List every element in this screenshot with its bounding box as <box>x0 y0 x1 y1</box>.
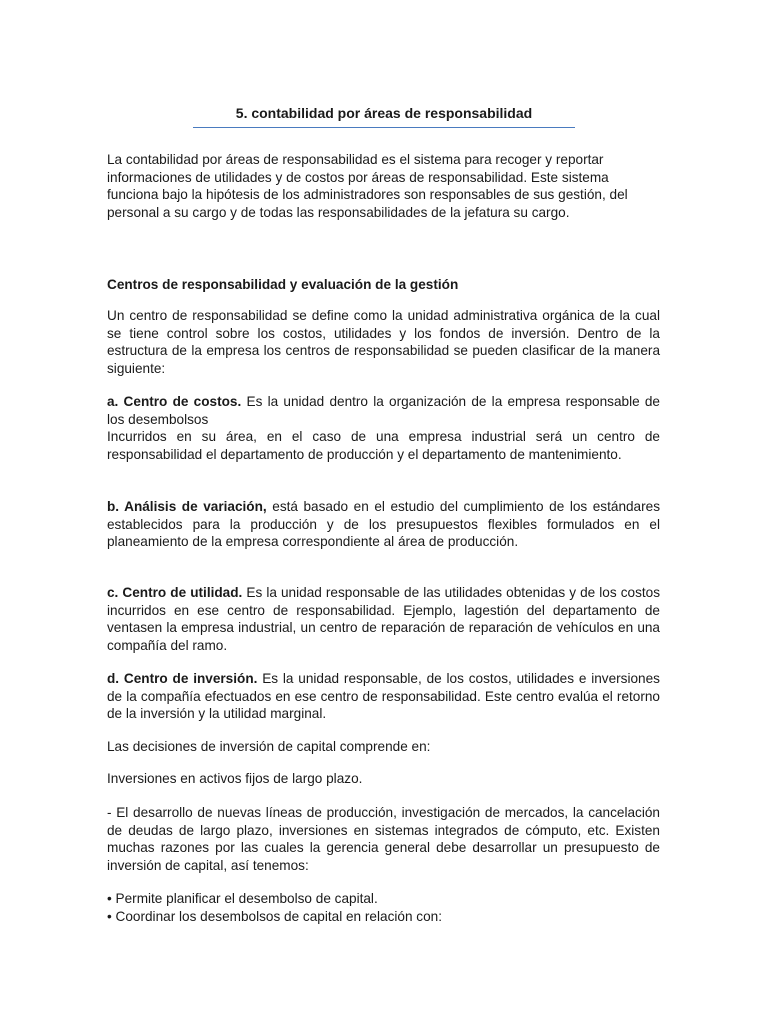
item-b-text: está basado en el estudio del cumplimiento de los estándares establecidos para la producción y de los presupuestos flexibles formulados en el planeamiento de la empresa correspondiente al área de producción. <box>107 499 661 550</box>
bullet-list <box>107 890 660 925</box>
section-intro-paragraph: Un centro de responsabilidad se define como la unidad administrativa orgánica de la cual se tiene control sobre los costos, utilidades y los fondos de inversión. Dentro de la estructura de la empresa los centros de responsabilidad se pueden clasificar de la manera siguiente: <box>107 308 660 376</box>
capital-decisions-paragraph: Las decisiones de inversión de capital comprende en: <box>107 739 431 754</box>
item-a-text: Es la unidad dentro la organización de la empresa responsable de los desembolsos <box>107 394 660 427</box>
section-heading: Centros de responsabilidad y evaluación de la gestión <box>107 277 459 292</box>
item-c-paragraph <box>107 584 660 654</box>
item-c-text: Es la unidad responsable de las utilidades obtenidas y de los costos incurridos en ese centro de responsabilidad. Ejemplo, lagestión del departamento de ventasen la empresa industrial, un centro de reparación de reparación de vehículos en una compañía del ramo. <box>107 585 660 653</box>
bullet-item: • Coordinar los desembolsos de capital en relación con: <box>107 908 442 924</box>
bullet-item: • Permite planificar el desembolso de capital. <box>107 891 378 906</box>
item-d-label: d. Centro de inversión. <box>107 671 258 686</box>
item-c-label: c. Centro de utilidad. <box>107 585 243 600</box>
development-paragraph: - El desarrollo de nuevas líneas de producción, investigación de mercados, la cancelación de deudas de largo plazo, inversiones en sistemas integrados de cómputo, etc. Existen muchas razones por las cuales la gerencia general debe desarrollar un presupuesto de inversión de capital, así tenemos: <box>107 805 660 873</box>
fixed-assets-paragraph: Inversiones en activos fijos de largo plazo. <box>107 771 363 786</box>
item-d-paragraph <box>107 670 660 723</box>
item-b-label: b. Análisis de variación, <box>107 499 267 514</box>
item-d-text: Es la unidad responsable, de los costos, utilidades e inversiones de la compañía efectuados en ese centro de responsabilidad. Este centro evalúa el retorno de la inversión y la utilidad marginal. <box>107 671 660 722</box>
title-underline <box>193 127 575 128</box>
intro-paragraph: La contabilidad por áreas de responsabilidad es el sistema para recoger y reportar informaciones de utilidades y de costos por áreas de responsabilidad. Este sistema funciona bajo la hipótesis de los administradores son responsables de sus gestión, del personal a su cargo y de todas las responsabilidades de la jefatura su cargo. <box>107 152 628 220</box>
document-title: 5. contabilidad por áreas de responsabilidad <box>235 105 533 121</box>
item-a-continuation: Incurridos en su área, en el caso de una empresa industrial será un centro de responsabilidad el departamento de producción y el departamento de mantenimiento. <box>107 429 660 462</box>
item-b-paragraph <box>107 498 660 551</box>
item-a-paragraph <box>107 393 660 463</box>
item-a-label: a. Centro de costos. <box>107 394 242 409</box>
